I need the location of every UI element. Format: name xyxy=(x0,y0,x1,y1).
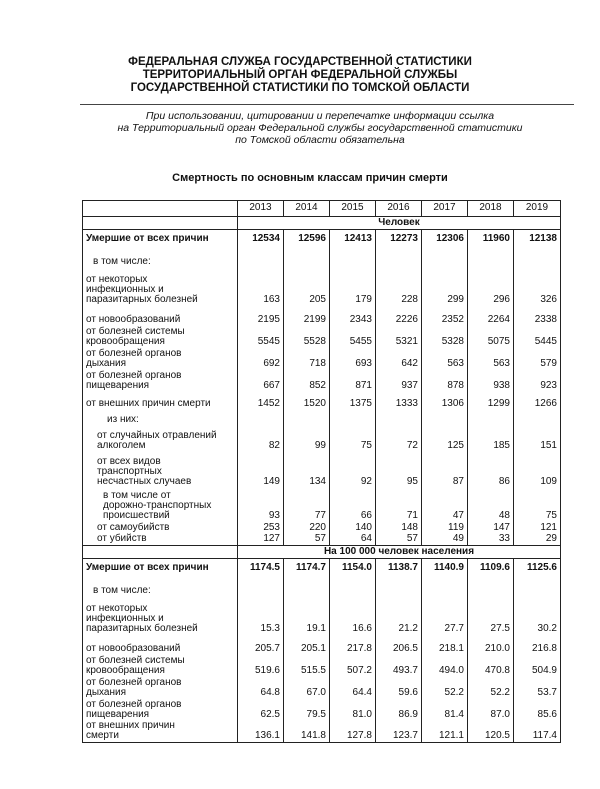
value-cell: 217.8 xyxy=(330,635,376,655)
agency-header xyxy=(0,56,600,95)
table-row xyxy=(83,488,561,522)
value-cell: 149 xyxy=(238,452,284,488)
value-cell: 72 xyxy=(376,426,422,452)
value-cell: 216.8 xyxy=(514,635,561,655)
row-label: от болезней системы кровообращения xyxy=(83,326,238,348)
value-cell: 151 xyxy=(514,426,561,452)
empty-cell xyxy=(422,579,468,597)
value-cell: 494.0 xyxy=(422,655,468,677)
table-row xyxy=(83,635,561,655)
value-cell: 11960 xyxy=(468,230,514,250)
value-cell: 12413 xyxy=(330,230,376,250)
value-cell: 52.2 xyxy=(468,677,514,699)
value-cell: 2226 xyxy=(376,306,422,326)
row-label: Умершие от всех причин xyxy=(83,230,238,250)
value-cell: 15.3 xyxy=(238,597,284,635)
table-row xyxy=(83,721,561,743)
value-cell: 57 xyxy=(284,534,330,546)
value-cell: 134 xyxy=(284,452,330,488)
year-header-row xyxy=(83,201,561,217)
value-cell: 62.5 xyxy=(238,699,284,721)
table-row xyxy=(83,392,561,410)
value-cell: 1109.6 xyxy=(468,559,514,579)
value-cell: 71 xyxy=(376,488,422,522)
value-cell: 504.9 xyxy=(514,655,561,677)
value-cell: 210.0 xyxy=(468,635,514,655)
subheading-label: в том числе: xyxy=(83,250,238,268)
value-cell: 923 xyxy=(514,370,561,392)
value-cell: 507.2 xyxy=(330,655,376,677)
value-cell: 5455 xyxy=(330,326,376,348)
value-cell: 147 xyxy=(468,522,514,534)
unit-blank-cell xyxy=(83,546,238,559)
value-cell: 21.2 xyxy=(376,597,422,635)
value-cell: 127 xyxy=(238,534,284,546)
value-cell: 121.1 xyxy=(422,721,468,743)
value-cell: 2352 xyxy=(422,306,468,326)
citation-note-line-2: на Территориальный орган Федеральной службы государственной статистики xyxy=(117,122,523,134)
subheading-row xyxy=(83,250,561,268)
value-cell: 579 xyxy=(514,348,561,370)
row-label: от убийств xyxy=(83,534,238,546)
value-cell: 121 xyxy=(514,522,561,534)
value-cell: 205.7 xyxy=(238,635,284,655)
value-cell: 1452 xyxy=(238,392,284,410)
value-cell: 296 xyxy=(468,268,514,306)
empty-cell xyxy=(376,579,422,597)
value-cell: 120.5 xyxy=(468,721,514,743)
year-header-cell: 2017 xyxy=(422,201,468,217)
subheading-row xyxy=(83,410,561,426)
subheading-label: из них: xyxy=(83,410,238,426)
unit-blank-cell xyxy=(83,217,238,230)
value-cell: 49 xyxy=(422,534,468,546)
row-label: от новообразований xyxy=(83,306,238,326)
value-cell: 515.5 xyxy=(284,655,330,677)
value-cell: 326 xyxy=(514,268,561,306)
value-cell: 163 xyxy=(238,268,284,306)
value-cell: 148 xyxy=(376,522,422,534)
value-cell: 1140.9 xyxy=(422,559,468,579)
value-cell: 117.4 xyxy=(514,721,561,743)
empty-cell xyxy=(514,250,561,268)
value-cell: 66 xyxy=(330,488,376,522)
value-cell: 1375 xyxy=(330,392,376,410)
value-cell: 140 xyxy=(330,522,376,534)
value-cell: 47 xyxy=(422,488,468,522)
empty-cell xyxy=(284,579,330,597)
value-cell: 75 xyxy=(514,488,561,522)
empty-cell xyxy=(514,579,561,597)
row-label: от болезней органов дыхания xyxy=(83,677,238,699)
row-label: от всех видов транспортных несчастных случаев xyxy=(83,452,238,488)
value-cell: 692 xyxy=(238,348,284,370)
value-cell: 59.6 xyxy=(376,677,422,699)
year-header-cell: 2018 xyxy=(468,201,514,217)
corner-cell xyxy=(83,201,238,217)
value-cell: 12534 xyxy=(238,230,284,250)
value-cell: 852 xyxy=(284,370,330,392)
value-cell: 206.5 xyxy=(376,635,422,655)
value-cell: 29 xyxy=(514,534,561,546)
value-cell: 33 xyxy=(468,534,514,546)
unit-row xyxy=(83,546,561,559)
year-header-cell: 2013 xyxy=(238,201,284,217)
value-cell: 136.1 xyxy=(238,721,284,743)
table-row xyxy=(83,597,561,635)
value-cell: 12138 xyxy=(514,230,561,250)
row-label: от болезней органов дыхания xyxy=(83,348,238,370)
value-cell: 470.8 xyxy=(468,655,514,677)
unit-label: Человек xyxy=(238,217,561,230)
value-cell: 125 xyxy=(422,426,468,452)
value-cell: 519.6 xyxy=(238,655,284,677)
value-cell: 12306 xyxy=(422,230,468,250)
table-row xyxy=(83,426,561,452)
row-label: от внешних причин смерти xyxy=(83,392,238,410)
empty-cell xyxy=(284,410,330,426)
value-cell: 667 xyxy=(238,370,284,392)
value-cell: 12596 xyxy=(284,230,330,250)
row-label: Умершие от всех причин xyxy=(83,559,238,579)
value-cell: 228 xyxy=(376,268,422,306)
agency-header-line-2: ТЕРРИТОРИАЛЬНЫЙ ОРГАН ФЕДЕРАЛЬНОЙ СЛУЖБЫ xyxy=(142,69,458,81)
value-cell: 5445 xyxy=(514,326,561,348)
value-cell: 77 xyxy=(284,488,330,522)
value-cell: 1299 xyxy=(468,392,514,410)
value-cell: 64.4 xyxy=(330,677,376,699)
value-cell: 109 xyxy=(514,452,561,488)
year-header-cell: 2019 xyxy=(514,201,561,217)
value-cell: 99 xyxy=(284,426,330,452)
year-header-cell: 2016 xyxy=(376,201,422,217)
value-cell: 82 xyxy=(238,426,284,452)
value-cell: 123.7 xyxy=(376,721,422,743)
empty-cell xyxy=(468,250,514,268)
value-cell: 220 xyxy=(284,522,330,534)
value-cell: 2199 xyxy=(284,306,330,326)
value-cell: 938 xyxy=(468,370,514,392)
table-row xyxy=(83,370,561,392)
value-cell: 179 xyxy=(330,268,376,306)
value-cell: 2264 xyxy=(468,306,514,326)
table-row xyxy=(83,230,561,250)
value-cell: 30.2 xyxy=(514,597,561,635)
value-cell: 1306 xyxy=(422,392,468,410)
empty-cell xyxy=(468,410,514,426)
empty-cell xyxy=(422,250,468,268)
row-label: от случайных отравлений алкоголем xyxy=(83,426,238,452)
value-cell: 85.6 xyxy=(514,699,561,721)
table-row xyxy=(83,452,561,488)
unit-row xyxy=(83,217,561,230)
value-cell: 563 xyxy=(422,348,468,370)
table-row xyxy=(83,655,561,677)
empty-cell xyxy=(238,410,284,426)
value-cell: 27.5 xyxy=(468,597,514,635)
row-label: от болезней системы кровообращения xyxy=(83,655,238,677)
year-header-cell: 2014 xyxy=(284,201,330,217)
empty-cell xyxy=(514,410,561,426)
row-label: в том числе от дорожно-транспортных происшествий xyxy=(83,488,238,522)
value-cell: 642 xyxy=(376,348,422,370)
table-row xyxy=(83,534,561,546)
header-divider xyxy=(80,104,574,105)
subheading-label: в том числе: xyxy=(83,579,238,597)
value-cell: 1266 xyxy=(514,392,561,410)
row-label: от самоубийств xyxy=(83,522,238,534)
value-cell: 81.0 xyxy=(330,699,376,721)
empty-cell xyxy=(238,579,284,597)
value-cell: 5328 xyxy=(422,326,468,348)
unit-label: На 100 000 человек населения xyxy=(238,546,561,559)
value-cell: 19.1 xyxy=(284,597,330,635)
table-row xyxy=(83,306,561,326)
table-row xyxy=(83,677,561,699)
value-cell: 871 xyxy=(330,370,376,392)
table-row xyxy=(83,326,561,348)
year-header-cell: 2015 xyxy=(330,201,376,217)
value-cell: 1174.5 xyxy=(238,559,284,579)
value-cell: 127.8 xyxy=(330,721,376,743)
empty-cell xyxy=(376,410,422,426)
value-cell: 5321 xyxy=(376,326,422,348)
table-row xyxy=(83,699,561,721)
value-cell: 93 xyxy=(238,488,284,522)
value-cell: 718 xyxy=(284,348,330,370)
value-cell: 878 xyxy=(422,370,468,392)
value-cell: 48 xyxy=(468,488,514,522)
value-cell: 5528 xyxy=(284,326,330,348)
value-cell: 16.6 xyxy=(330,597,376,635)
value-cell: 75 xyxy=(330,426,376,452)
value-cell: 27.7 xyxy=(422,597,468,635)
row-label: от некоторых инфекционных и паразитарных болезней xyxy=(83,597,238,635)
mortality-table xyxy=(82,200,561,743)
value-cell: 1154.0 xyxy=(330,559,376,579)
value-cell: 563 xyxy=(468,348,514,370)
value-cell: 5075 xyxy=(468,326,514,348)
citation-note-line-3: по Томской области обязательна xyxy=(235,134,405,146)
value-cell: 937 xyxy=(376,370,422,392)
value-cell: 1138.7 xyxy=(376,559,422,579)
value-cell: 87.0 xyxy=(468,699,514,721)
value-cell: 95 xyxy=(376,452,422,488)
empty-cell xyxy=(238,250,284,268)
row-label: от болезней органов пищеварения xyxy=(83,370,238,392)
row-label: от новообразований xyxy=(83,635,238,655)
empty-cell xyxy=(330,579,376,597)
table-row xyxy=(83,522,561,534)
value-cell: 299 xyxy=(422,268,468,306)
value-cell: 693 xyxy=(330,348,376,370)
subheading-row xyxy=(83,579,561,597)
value-cell: 12273 xyxy=(376,230,422,250)
value-cell: 57 xyxy=(376,534,422,546)
value-cell: 1125.6 xyxy=(514,559,561,579)
value-cell: 493.7 xyxy=(376,655,422,677)
value-cell: 2343 xyxy=(330,306,376,326)
value-cell: 92 xyxy=(330,452,376,488)
empty-cell xyxy=(284,250,330,268)
empty-cell xyxy=(330,250,376,268)
value-cell: 141.8 xyxy=(284,721,330,743)
row-label: от некоторых инфекционных и паразитарных болезней xyxy=(83,268,238,306)
row-label: от внешних причин смерти xyxy=(83,721,238,743)
value-cell: 87 xyxy=(422,452,468,488)
row-label: от болезней органов пищеварения xyxy=(83,699,238,721)
agency-header-line-1: ФЕДЕРАЛЬНАЯ СЛУЖБА ГОСУДАРСТВЕННОЙ СТАТИСТИКИ xyxy=(128,56,472,68)
value-cell: 86.9 xyxy=(376,699,422,721)
value-cell: 79.5 xyxy=(284,699,330,721)
value-cell: 1520 xyxy=(284,392,330,410)
value-cell: 218.1 xyxy=(422,635,468,655)
value-cell: 1174.7 xyxy=(284,559,330,579)
value-cell: 205 xyxy=(284,268,330,306)
value-cell: 67.0 xyxy=(284,677,330,699)
value-cell: 2195 xyxy=(238,306,284,326)
empty-cell xyxy=(468,579,514,597)
value-cell: 64 xyxy=(330,534,376,546)
table-row xyxy=(83,348,561,370)
value-cell: 53.7 xyxy=(514,677,561,699)
value-cell: 205.1 xyxy=(284,635,330,655)
empty-cell xyxy=(376,250,422,268)
value-cell: 119 xyxy=(422,522,468,534)
value-cell: 5545 xyxy=(238,326,284,348)
empty-cell xyxy=(422,410,468,426)
value-cell: 185 xyxy=(468,426,514,452)
value-cell: 81.4 xyxy=(422,699,468,721)
value-cell: 64.8 xyxy=(238,677,284,699)
value-cell: 253 xyxy=(238,522,284,534)
agency-header-line-3: ГОСУДАРСТВЕННОЙ СТАТИСТИКИ ПО ТОМСКОЙ ОБЛАСТИ xyxy=(130,82,470,94)
value-cell: 1333 xyxy=(376,392,422,410)
table-row xyxy=(83,268,561,306)
value-cell: 52.2 xyxy=(422,677,468,699)
table-title: Смертность по основным классам причин смерти xyxy=(172,172,448,184)
value-cell: 86 xyxy=(468,452,514,488)
table-row xyxy=(83,559,561,579)
value-cell: 2338 xyxy=(514,306,561,326)
citation-note xyxy=(70,110,570,146)
empty-cell xyxy=(330,410,376,426)
citation-note-line-1: При использовании, цитировании и перепечатке информации ссылка xyxy=(145,110,495,122)
